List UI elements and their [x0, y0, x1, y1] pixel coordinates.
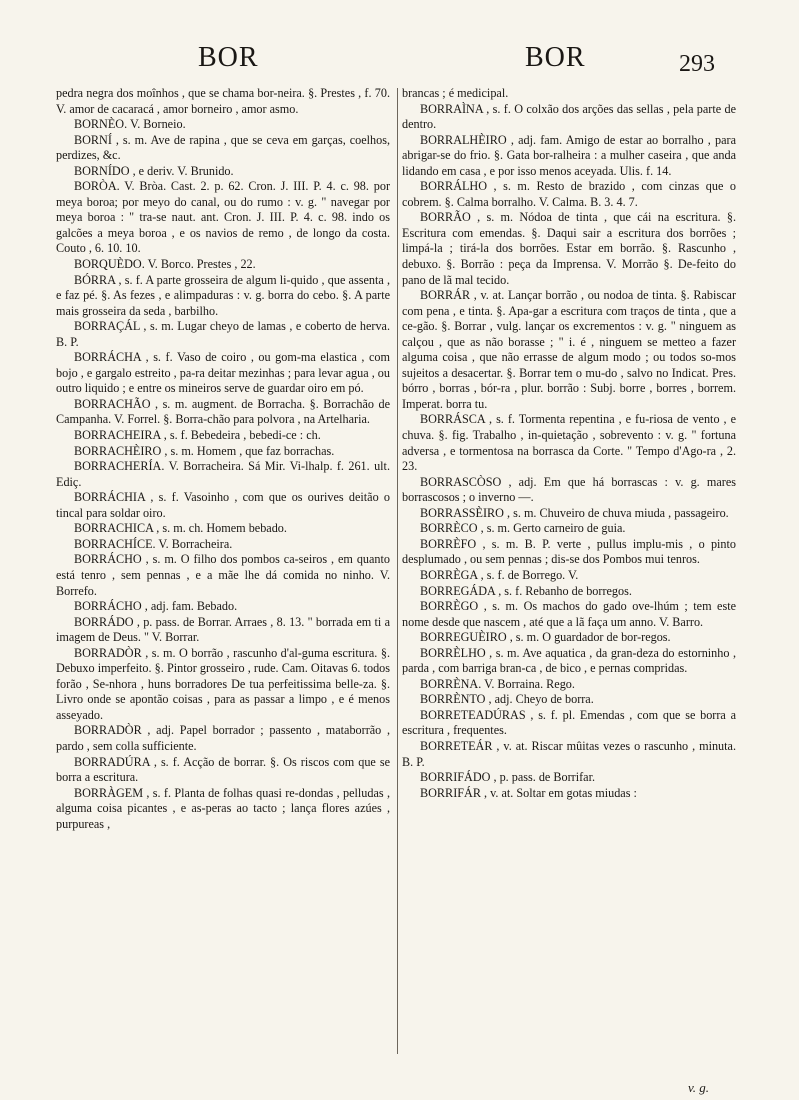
dictionary-entry: BORRADÒR , adj. Papel borrador ; passento , mataborrão , pardo , sem colla sufficiente.: [56, 723, 390, 753]
dictionary-entry: BORRÈNA. V. Borraina. Rego.: [420, 676, 575, 691]
dictionary-entry: BORREGUÈIRO , s. m. O guardador de bor-regos.: [420, 630, 671, 645]
dictionary-entry: BORRÈFO , s. m. B. P. verte , pullus implu-mis , o pinto desplumado , ou sem pennas ; dis-se dos Pombos mui tenros.: [402, 536, 736, 567]
dictionary-entry: BORRACHÃO , s. m. augment. de Borracha. §. Borrachão de Campanha. V. Forrel. §. Borra-chão para polvora , na Artelharia.: [56, 396, 390, 427]
dictionary-entry: BORRACHÈIRO , s. m. Homem , que faz borrachas.: [74, 443, 335, 458]
dictionary-entry: BORNÈO. V. Borneio.: [74, 117, 186, 132]
dictionary-entry: BÓRRA , s. f. A parte grosseira de algum li-quido , que assenta , e faz pé. §. As fezes , e alimpaduras : v. g. borra do cebo. §. A parte mais grosseira da seda , barbilho.: [56, 272, 390, 318]
dictionary-entry: BORRETEÁR , v. at. Riscar mûitas vezes o rascunho , minuta. B. P.: [402, 738, 736, 769]
catchword: v. g.: [688, 1080, 710, 1095]
dictionary-entry: BORRACHICA , s. m. ch. Homem bebado.: [74, 521, 287, 536]
dictionary-entry: BORRÁCHA , s. f. Vaso de coiro , ou gom-ma elastica , com bojo , e gargalo estreito , pa-ra deitar mezinhas ; para levar agua , ou outro liquido ; e entre os mineiros serve de guardar oiro em pó.: [56, 350, 390, 396]
dictionary-entry: BORRASSÈIRO , s. m. Chuveiro de chuva miuda , passageiro.: [420, 505, 729, 520]
dictionary-entry: BORRETEADÚRAS , s. f. pl. Emendas , com que se borra a escritura , frequentes.: [402, 707, 736, 738]
dictionary-entry: BORRÁSCA , s. f. Tormenta repentina , e fu-riosa de vento , e chuva. §. fig. Trabalho , in-quietação , sobrevento : v. g. " fortuna adversa , e tormentosa na borrasca da Corte. " Tempo d'Ago-ra , 2. 23.: [402, 412, 736, 474]
dictionary-entry: BORRACHEIRA , s. f. Bebedeira , bebedi-ce : ch.: [74, 428, 321, 443]
dictionary-entry: BORRÈNTO , adj. Cheyo de borra.: [420, 692, 594, 707]
dictionary-entry: BORRÁCHO , s. m. O filho dos pombos ca-seiros , em quanto está tenro , sem pennas , e a mãe lhe dá comida no ninho. V. Borrefo.: [56, 552, 390, 598]
left-column: [56, 86, 390, 832]
column-divider: [397, 88, 398, 1054]
dictionary-entry: BORRAÌNA , s. f. O colxão dos arções das sellas , pela parte de dentro.: [402, 101, 736, 132]
dictionary-entry: BORRÁDO , p. pass. de Borrar. Arraes , 8. 13. " borrada em ti a imagem de Deus. " V. Borrar.: [56, 614, 390, 645]
right-column: [402, 86, 736, 801]
dictionary-entry: brancas ; é medicipal.: [402, 86, 509, 100]
dictionary-entry: BORRÁR , v. at. Lançar borrão , ou nodoa de tinta. §. Rabiscar com pena , e tinta. §. Apa-gar a escritura com traços de tinta , que a ce-gão. §. Borrar , vulg. lançar os excrementos : v. g. " ninguem as calçou , que as não borasse ; " i. é , ninguem se metteo a fazer alguma coisa , que não errasse de algum modo ; ou todos so-mos sujeitos a desacertar. §. Borrar tem o mu-do , salvo no Indicat. Pres. bórro , borras , bór-ra , plur. borrão : Subj. borre , borres , borrem. Imperat. borra tu.: [402, 288, 736, 411]
dictionary-entry: BORRÈGO , s. m. Os machos do gado ove-lhúm ; tem este nome desde que nascem , até que a lã faça um anno. V. Barro.: [402, 599, 736, 629]
dictionary-entry: BORRIFÁR , v. at. Soltar em gotas miudas :: [420, 785, 637, 800]
dictionary-entry: BORRÈGA , s. f. de Borrego. V.: [420, 567, 579, 582]
dictionary-entry: BORRÈCO , s. m. Gerto carneiro de guia.: [420, 521, 626, 536]
dictionary-entry: BORNÍ , s. m. Ave de rapina , que se ceva em garças, coelhos, perdizes, &c.: [56, 132, 390, 163]
dictionary-entry: BORRALHÈIRO , adj. fam. Amigo de estar ao borralho , para abrigar-se do frio. §. Gata bor-ralheira : a mulher caseira , que anda lidando em casa , e por isso menos aceyada. Ulis. f. 14.: [402, 132, 736, 178]
dictionary-entry: BORQUÈDO. V. Borco. Prestes , 22.: [74, 257, 256, 272]
dictionary-entry: BORRÁCHIA , s. f. Vasoinho , com que os ourives deitão o tincal para soldar oiro.: [56, 490, 390, 520]
dictionary-entry: BORRADÚRA , s. f. Acção de borrar. §. Os riscos com que se borra a escritura.: [56, 754, 390, 785]
dictionary-entry: BORRACHERÍA. V. Borracheira. Sá Mir. Vi-lhalp. f. 261. ult. Ediç.: [56, 459, 390, 489]
running-header-left: BOR: [198, 42, 259, 73]
page-number: 293: [679, 51, 715, 77]
dictionary-entry: BORRÃO , s. m. Nódoa de tinta , que cái na escritura. §. Escritura com emendas. §. Daqui sair a escritura dos borrões ; limpá-la ; tirá-la dos borrões. Estar em borrão. §. Rascunho , debuxo. §. Borrão : peça da Imprensa. V. Morrão §. De-feito do pano de lã mal tecido.: [402, 210, 736, 287]
dictionary-entry: BORRAÇÁL , s. m. Lugar cheyo de lamas , e coberto de herva. B. P.: [56, 319, 390, 349]
dictionary-entry: BORRIFÁDO , p. pass. de Borrifar.: [420, 770, 596, 785]
dictionary-entry: BORRÀGEM , s. f. Planta de folhas quasi re-dondas , pelludas , alguma coisa picantes , e as-peras ao tacto ; lança flores azúes , purpureas ,: [56, 785, 390, 831]
dictionary-entry: BORNÍDO , e deriv. V. Brunido.: [74, 163, 234, 178]
dictionary-entry: BORRÈLHO , s. m. Ave aquatica , da gran-deza do estorninho , parda , com barriga bran-ca , de bico , e pernas compridas.: [402, 645, 736, 676]
dictionary-entry: BORÒA. V. Bròa. Cast. 2. p. 62. Cron. J. III. P. 4. c. 98. por meya boroa; por meyo do canal, ou do rumo : v. g. " navegar por meya boroa : " tra-se naut. ant. Cron. J. III. P. 4. c. 98. indo os galcões a meya boroa , e os navios de remo , de longo da costa. Couto , 6. 10. 10.: [56, 179, 390, 256]
dictionary-entry: BORRÁLHO , s. m. Resto de brazido , com cinzas que o cobrem. §. Calma borralho. V. Calma. B. 3. 4. 7.: [402, 179, 736, 209]
dictionary-entry: BORRADÒR , s. m. O borrão , rascunho d'al-guma escritura. §. Debuxo imperfeito. §. Pintor grosseiro , rude. Cam. Oitavas 6. todos forão , Se-nhora , huns borradores De tua perfeitissima belle-za. §. Livro onde se apontão coisas , para as passar a limpo , e é menos asseyado.: [56, 645, 390, 722]
dictionary-entry: pedra negra dos moînhos , que se chama bor-neira. §. Prestes , f. 70. V. amor de cacaracá , amor borneiro , amor asmo.: [56, 86, 390, 116]
dictionary-entry: BORRACHÍCE. V. Borracheira.: [74, 536, 233, 551]
running-header-right: BOR: [525, 42, 586, 73]
dictionary-entry: BORRASCÒSO , adj. Em que há borrascas : v. g. mares borrascosos ; o inverno —.: [402, 474, 736, 505]
dictionary-entry: BORREGÁDA , s. f. Rebanho de borregos.: [420, 583, 632, 598]
dictionary-entry: BORRÁCHO , adj. fam. Bebado.: [74, 599, 238, 614]
